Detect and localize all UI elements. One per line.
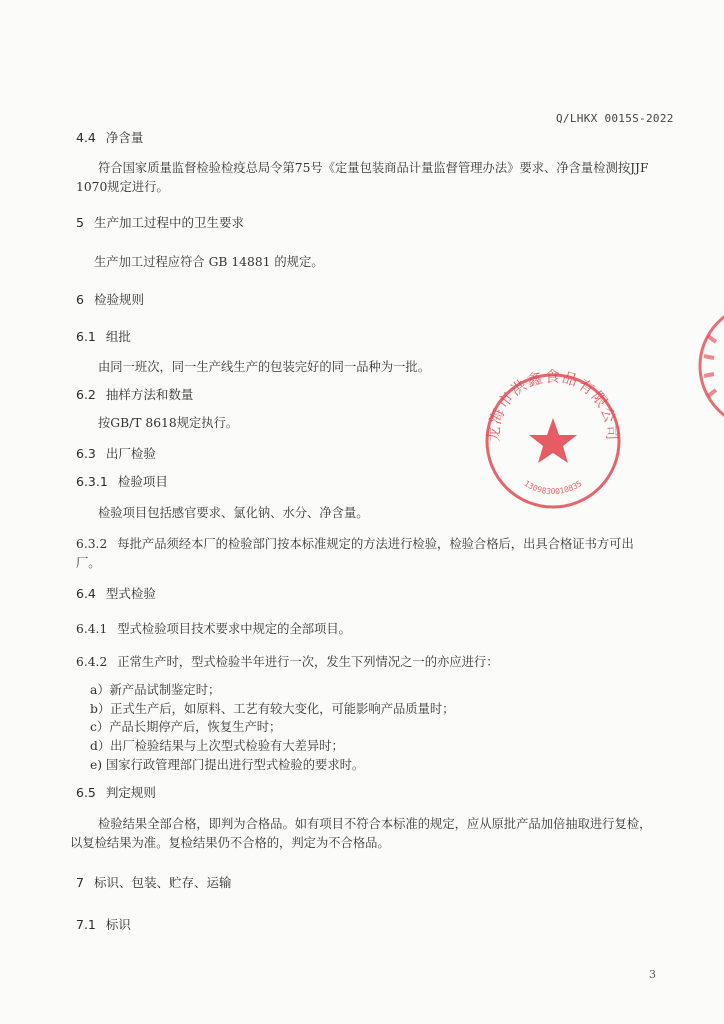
paragraph-text: 正常生产时，型式检验半年进行一次，发生下列情况之一的亦应进行： <box>117 655 499 669</box>
paragraph-4-4-line1: 符合国家质量监督检验检疫总局令第75号《定量包装商品计量监督管理办法》要求、净含量检测按JJF <box>98 161 649 175</box>
list-item: d）出厂检验结果与上次型式检验有大差异时； <box>90 739 344 753</box>
paragraph-6-3-2-line2: 厂。 <box>76 556 101 570</box>
list-item: c）产品长期停产后，恢复生产时； <box>90 720 282 734</box>
heading-6-4 <box>76 584 156 602</box>
paragraph-6-5-line1: 检验结果全部合格，即判为合格品。如有项目不符合本标准的规定，应从原批产品加倍抽取进行复检， <box>98 817 652 831</box>
paragraph-6-3-2-line1 <box>76 534 634 552</box>
section-number: 7.1 <box>76 917 96 932</box>
section-number: 6.4 <box>76 586 96 601</box>
seal-ring <box>487 375 619 507</box>
section-title: 判定规则 <box>105 785 156 800</box>
section-number: 6 <box>76 292 84 307</box>
paragraph-5: 生产加工过程应符合 GB 14881 的规定。 <box>94 255 324 269</box>
heading-7-1 <box>76 915 131 933</box>
section-number: 5 <box>76 215 84 230</box>
paragraph-text: 每批产品须经本厂的检验部门按本标准规定的方法进行检验，检验合格后，出具合格证书方可出 <box>117 537 634 551</box>
section-title: 组批 <box>105 329 131 344</box>
paragraph-6-4-1 <box>76 619 351 637</box>
section-title: 检验项目 <box>117 474 168 489</box>
section-number: 7 <box>76 875 84 890</box>
heading-6 <box>76 290 144 308</box>
partial-seal-marks <box>704 336 716 396</box>
section-number: 6.1 <box>76 329 96 344</box>
section-title: 抽样方法和数量 <box>105 387 194 402</box>
partial-seal-ring <box>700 304 724 428</box>
heading-7 <box>76 873 231 891</box>
heading-6-2 <box>76 385 193 403</box>
document-number: Q/LHKX 0015S-2022 <box>556 112 674 125</box>
section-title: 检验规则 <box>93 292 144 307</box>
section-number: 6.4.1 <box>76 622 108 636</box>
section-title: 型式检验 <box>105 586 156 601</box>
heading-6-3-1 <box>76 472 168 490</box>
heading-5 <box>76 213 244 231</box>
seal-star-icon <box>529 418 577 463</box>
paragraph-4-4-line2: 1070规定进行。 <box>76 180 169 194</box>
section-number: 6.3.1 <box>76 474 108 489</box>
heading-4-4 <box>76 128 143 146</box>
list-item: a）新产品试制鉴定时； <box>90 683 221 697</box>
section-number: 6.3 <box>76 446 96 461</box>
section-title: 标识 <box>105 917 131 932</box>
section-number: 6.4.2 <box>76 655 108 669</box>
paragraph-text: 型式检验项目技术要求中规定的全部项目。 <box>117 622 351 636</box>
page-number: 3 <box>649 968 656 981</box>
seal-code-text: 1309830010835 <box>522 478 584 497</box>
partial-seal <box>692 296 724 436</box>
heading-6-5 <box>76 783 156 801</box>
paragraph-6-3-1: 检验项目包括感官要求、氯化钠、水分、净含量。 <box>98 506 369 520</box>
section-number: 6.3.2 <box>76 537 108 551</box>
section-number: 6.2 <box>76 387 96 402</box>
section-title: 净含量 <box>105 130 144 145</box>
list-item: b）正式生产后，如原料、工艺有较大变化，可能影响产品质量时； <box>90 702 455 716</box>
paragraph-6-5-line2: 以复检结果为准。复检结果仍不合格的，判定为不合格品。 <box>70 836 390 850</box>
paragraph-6-1: 由同一班次，同一生产线生产的包装完好的同一品种为一批。 <box>98 360 431 374</box>
section-number: 4.4 <box>76 130 96 145</box>
section-title: 标识、包装、贮存、运输 <box>93 875 232 890</box>
section-title: 出厂检验 <box>105 446 156 461</box>
company-seal <box>478 366 628 516</box>
section-number: 6.5 <box>76 785 96 800</box>
section-title: 生产加工过程中的卫生要求 <box>93 215 244 230</box>
paragraph-6-2: 按GB/T 8618规定执行。 <box>98 416 239 430</box>
heading-6-1 <box>76 327 131 345</box>
heading-6-3 <box>76 444 156 462</box>
list-item: e) 国家行政管理部门提出进行型式检验的要求时。 <box>90 758 365 772</box>
seal-name-text: 龙海市洪鑫食品有限公司 <box>484 367 622 443</box>
paragraph-6-4-2 <box>76 652 499 670</box>
